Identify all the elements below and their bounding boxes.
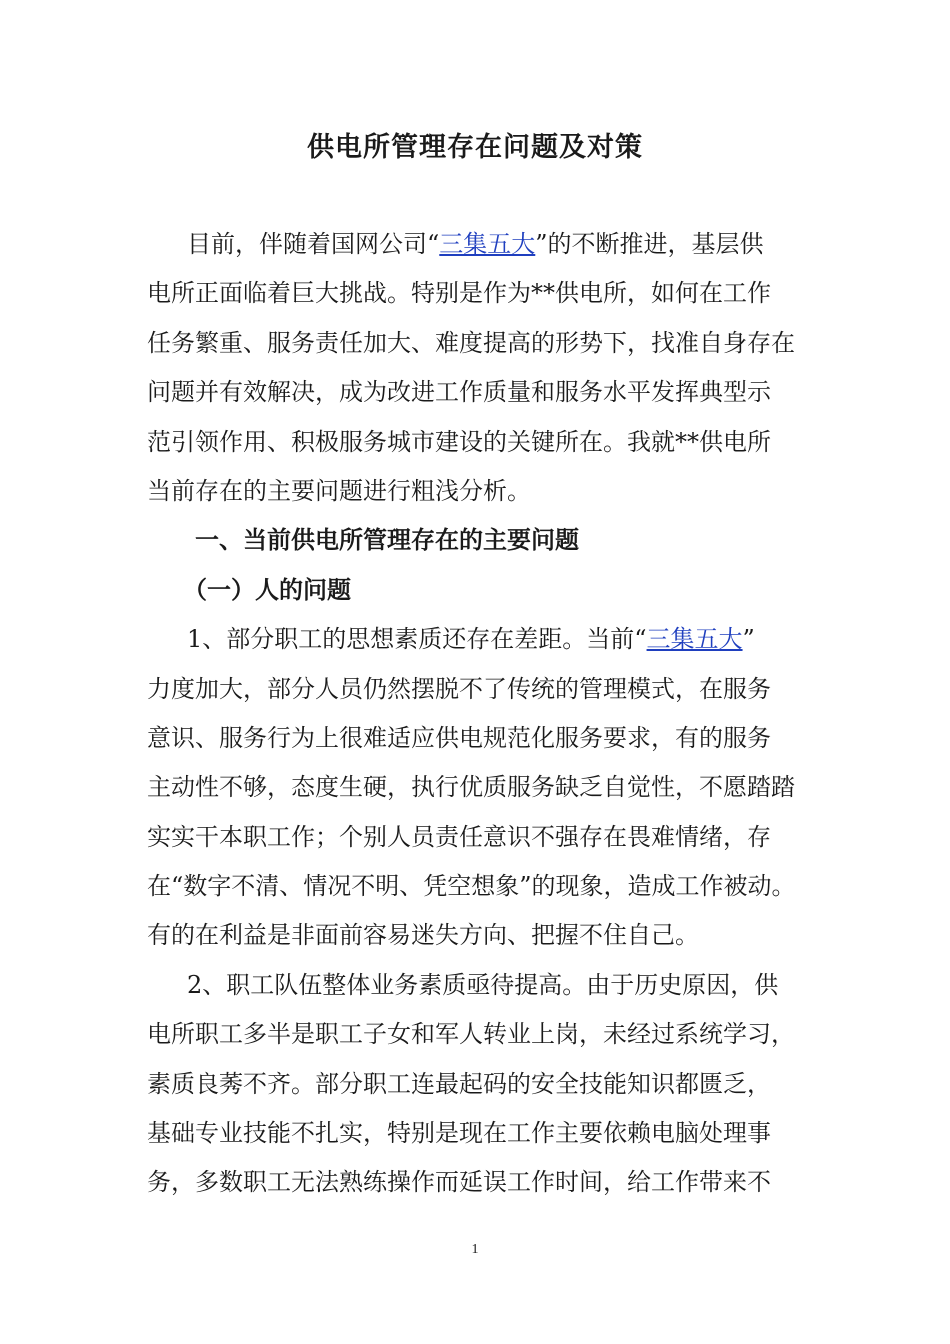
paragraph-1-line-6: 当前存在的主要问题进行粗浅分析。 bbox=[147, 476, 531, 505]
paragraph-3-line-3: 素质良莠不齐。部分职工连最起码的安全技能知识都匮乏， bbox=[147, 1069, 771, 1098]
document-title: 供电所管理存在问题及对策 bbox=[307, 132, 643, 163]
paragraph-2-line-1 bbox=[147, 615, 817, 664]
text-span: ” bbox=[742, 625, 755, 654]
page-number: 1 bbox=[471, 1242, 479, 1257]
paragraph-3-line-1: 2、职工队伍整体业务素质亟待提高。由于历史原因，供 bbox=[187, 970, 779, 999]
paragraph-1-line-2: 电所正面临着巨大挑战。特别是作为**供电所，如何在工作 bbox=[147, 279, 771, 308]
paragraph-2-line-7: 有的在利益是非面前容易迷失方向、把握不住自己。 bbox=[147, 921, 699, 950]
paragraph-3-line-5: 务，多数职工无法熟练操作而延误工作时间，给工作带来不 bbox=[147, 1168, 771, 1197]
paragraph-3-line-4: 基础专业技能不扎实，特别是现在工作主要依赖电脑处理事 bbox=[147, 1119, 771, 1148]
paragraph-1-line-5: 范引领作用、积极服务城市建设的关键所在。我就**供电所 bbox=[147, 427, 771, 456]
text-span: 1、部分职工的思想素质还存在差距。当前“ bbox=[187, 625, 647, 654]
sanji-wuda-link[interactable]: 三集五大 bbox=[646, 625, 743, 654]
text-span: 目前，伴随着国网公司“ bbox=[187, 230, 440, 258]
document-body bbox=[147, 220, 817, 1208]
paragraph-2-line-5: 实实干本职工作；个别人员责任意识不强存在畏难情绪，存 bbox=[147, 822, 771, 851]
paragraph-1-line-3: 任务繁重、服务责任加大、难度提高的形势下，找准自身存在 bbox=[147, 328, 795, 357]
sanji-wuda-link[interactable]: 三集五大 bbox=[439, 230, 536, 258]
paragraph-2-line-3: 意识、服务行为上很难适应供电规范化服务要求，有的服务 bbox=[147, 723, 771, 752]
text-span: ”的不断推进，基层供 bbox=[535, 230, 764, 258]
paragraph-1-line-4: 问题并有效解决，成为改进工作质量和服务水平发挥典型示 bbox=[147, 378, 771, 407]
paragraph-3-line-2: 电所职工多半是职工子女和军人转业上岗，未经过系统学习， bbox=[147, 1020, 795, 1049]
paragraph-2-line-4: 主动性不够，态度生硬，执行优质服务缺乏自觉性，不愿踏踏 bbox=[147, 773, 795, 802]
paragraph-1-line-1 bbox=[147, 220, 817, 269]
paragraph-2-line-6: 在“数字不清、情况不明、凭空想象”的现象，造成工作被动。 bbox=[147, 872, 796, 901]
paragraph-2-line-2: 力度加大，部分人员仍然摆脱不了传统的管理模式，在服务 bbox=[147, 674, 771, 703]
subsection-heading: （一）人的问题 bbox=[183, 575, 351, 604]
section-heading: 一、当前供电所管理存在的主要问题 bbox=[195, 526, 579, 555]
